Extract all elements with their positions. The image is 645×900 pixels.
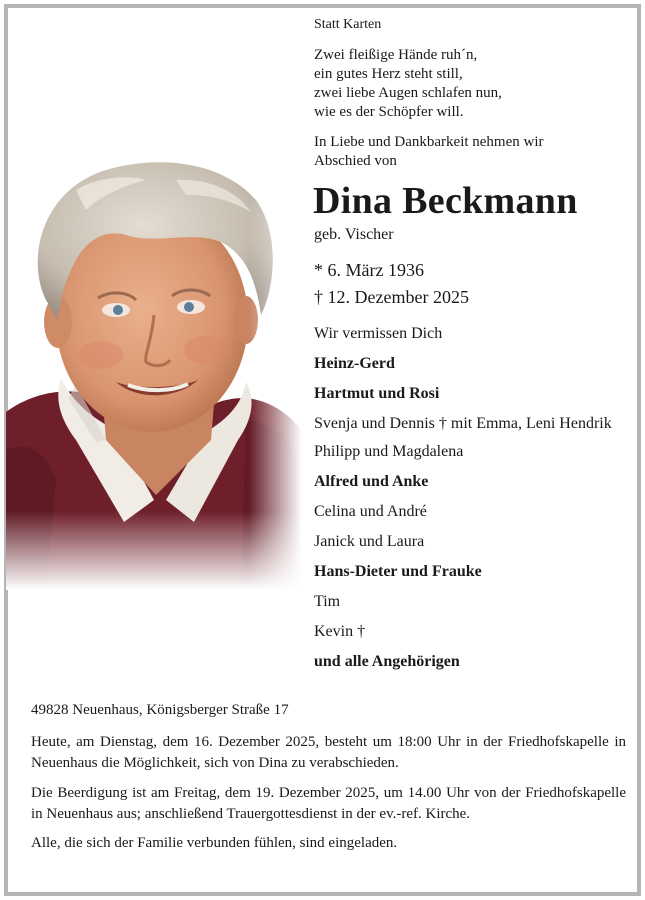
- mourner-line: Svenja und Dennis † mit Emma, Leni Hendrik: [314, 415, 612, 432]
- family-address: 49828 Neuenhaus, Königsberger Straße 17: [31, 702, 289, 718]
- deceased-name: Dina Beckmann: [313, 180, 578, 222]
- mourner-line: Alfred und Anke: [314, 473, 429, 490]
- farewell-paragraph: Heute, am Dienstag, dem 16. Dezember 2025, besteht um 18:00 Uhr in der Friedhofskapelle in Neuenhaus die Möglichkeit, sich von Dina zu verabschieden.: [31, 734, 626, 771]
- mourner-line: Celina und André: [314, 503, 427, 520]
- mourner-line: Janick und Laura: [314, 533, 425, 550]
- intro-line: Abschied von: [314, 153, 397, 169]
- death-date: † 12. Dezember 2025: [314, 287, 469, 307]
- intro-text: [314, 133, 634, 171]
- verse-line: wie es der Schöpfer will.: [314, 104, 464, 120]
- notice-bottom: [31, 700, 626, 854]
- portrait-photo: [6, 150, 302, 590]
- invitation-text: Alle, die sich der Familie verbunden fühlen, sind eingeladen.: [31, 835, 398, 851]
- mourners-closing: und alle Angehörigen: [314, 653, 460, 670]
- mourner-line: Hans-Dieter und Frauke: [314, 563, 482, 580]
- notice-right-column: [314, 16, 634, 672]
- birth-name: geb. Vischer: [314, 226, 394, 243]
- mourner-line: Hartmut und Rosi: [314, 385, 440, 402]
- mourners-list: [314, 324, 634, 672]
- mourner-line: Heinz-Gerd: [314, 355, 395, 372]
- poem-verse: [314, 46, 634, 122]
- mourner-line: Kevin †: [314, 623, 366, 640]
- intro-line: In Liebe und Dankbarkeit nehmen wir: [314, 134, 544, 150]
- statt-karten-label: Statt Karten: [314, 17, 382, 32]
- mourner-line: Tim: [314, 593, 341, 610]
- mourners-intro: Wir vermissen Dich: [314, 325, 443, 342]
- birth-date: * 6. März 1936: [314, 260, 424, 280]
- verse-line: Zwei fleißige Hände ruh´n,: [314, 47, 478, 63]
- verse-line: ein gutes Herz steht still,: [314, 66, 463, 82]
- mourner-line: Philipp und Magdalena: [314, 443, 464, 460]
- funeral-paragraph: Die Beerdigung ist am Freitag, dem 19. Dezember 2025, um 14.00 Uhr von der Friedhofskapelle in Neuenhaus aus; anschließend Trauergottesdienst in der ev.-ref. Kirche.: [31, 785, 626, 822]
- verse-line: zwei liebe Augen schlafen nun,: [314, 85, 502, 101]
